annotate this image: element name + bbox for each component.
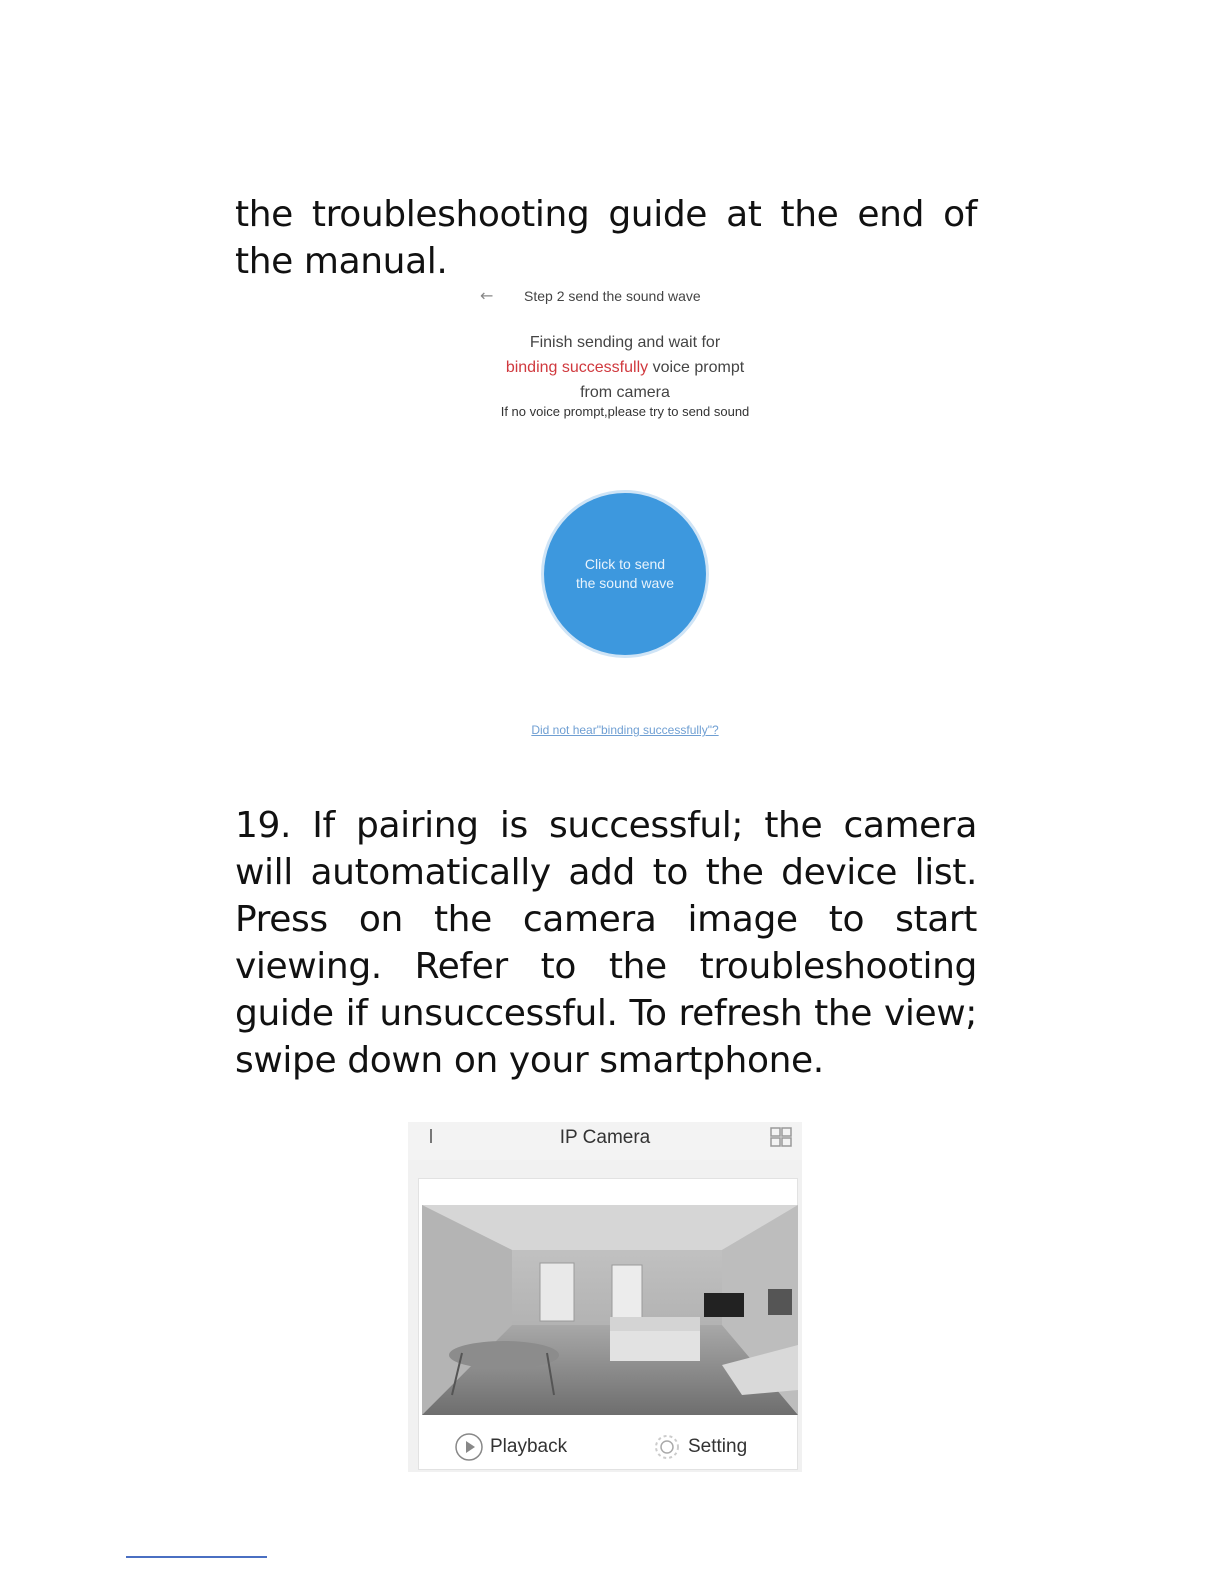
message-line-2-rest: voice prompt	[648, 359, 745, 376]
playback-button[interactable]	[454, 1429, 567, 1465]
sound-wave-title: Step 2 send the sound wave	[524, 288, 701, 304]
camera-list-header	[408, 1122, 802, 1160]
send-sound-wave-button[interactable]	[544, 493, 706, 655]
camera-list-title: IP Camera	[559, 1127, 651, 1148]
message-line-3: from camera	[580, 384, 670, 401]
camera-list-screenshot	[408, 1122, 802, 1472]
setting-button[interactable]	[652, 1429, 747, 1465]
sound-wave-header	[470, 288, 780, 310]
sound-wave-screenshot	[470, 282, 780, 747]
message-line-1: Finish sending and wait for	[529, 334, 721, 351]
back-arrow-icon[interactable]: ←	[480, 286, 494, 305]
play-icon	[454, 1432, 484, 1462]
camera-actions	[419, 1427, 799, 1467]
gear-icon	[652, 1432, 682, 1462]
send-button-label-2: the sound wave	[575, 575, 675, 591]
binding-highlight: binding successfully	[505, 359, 649, 376]
sound-wave-message	[470, 330, 780, 405]
camera-preview-image[interactable]	[422, 1205, 798, 1415]
playback-label: Playback	[490, 1436, 568, 1457]
voice-prompt-hint: If no voice prompt,please try to send sound	[500, 404, 750, 419]
step-19-paragraph: 19. If pairing is successful; the camera will automatically add to the device list. Press on the camera image to start viewing. Refer to the troubleshooting guide if unsuccessful. To refresh the view; swipe down on your smartphone.	[235, 805, 977, 1081]
top-paragraph: the troubleshooting guide at the end of the manual.	[235, 194, 977, 282]
did-not-hear-link[interactable]: Did not hear"binding successfully"?	[531, 723, 719, 737]
message-line-2	[470, 355, 780, 380]
grid-icon[interactable]	[770, 1127, 792, 1147]
send-button-label-1: Click to send	[584, 556, 666, 572]
setting-label: Setting	[688, 1436, 748, 1457]
camera-card	[418, 1178, 798, 1470]
footnote-separator	[126, 1556, 267, 1558]
